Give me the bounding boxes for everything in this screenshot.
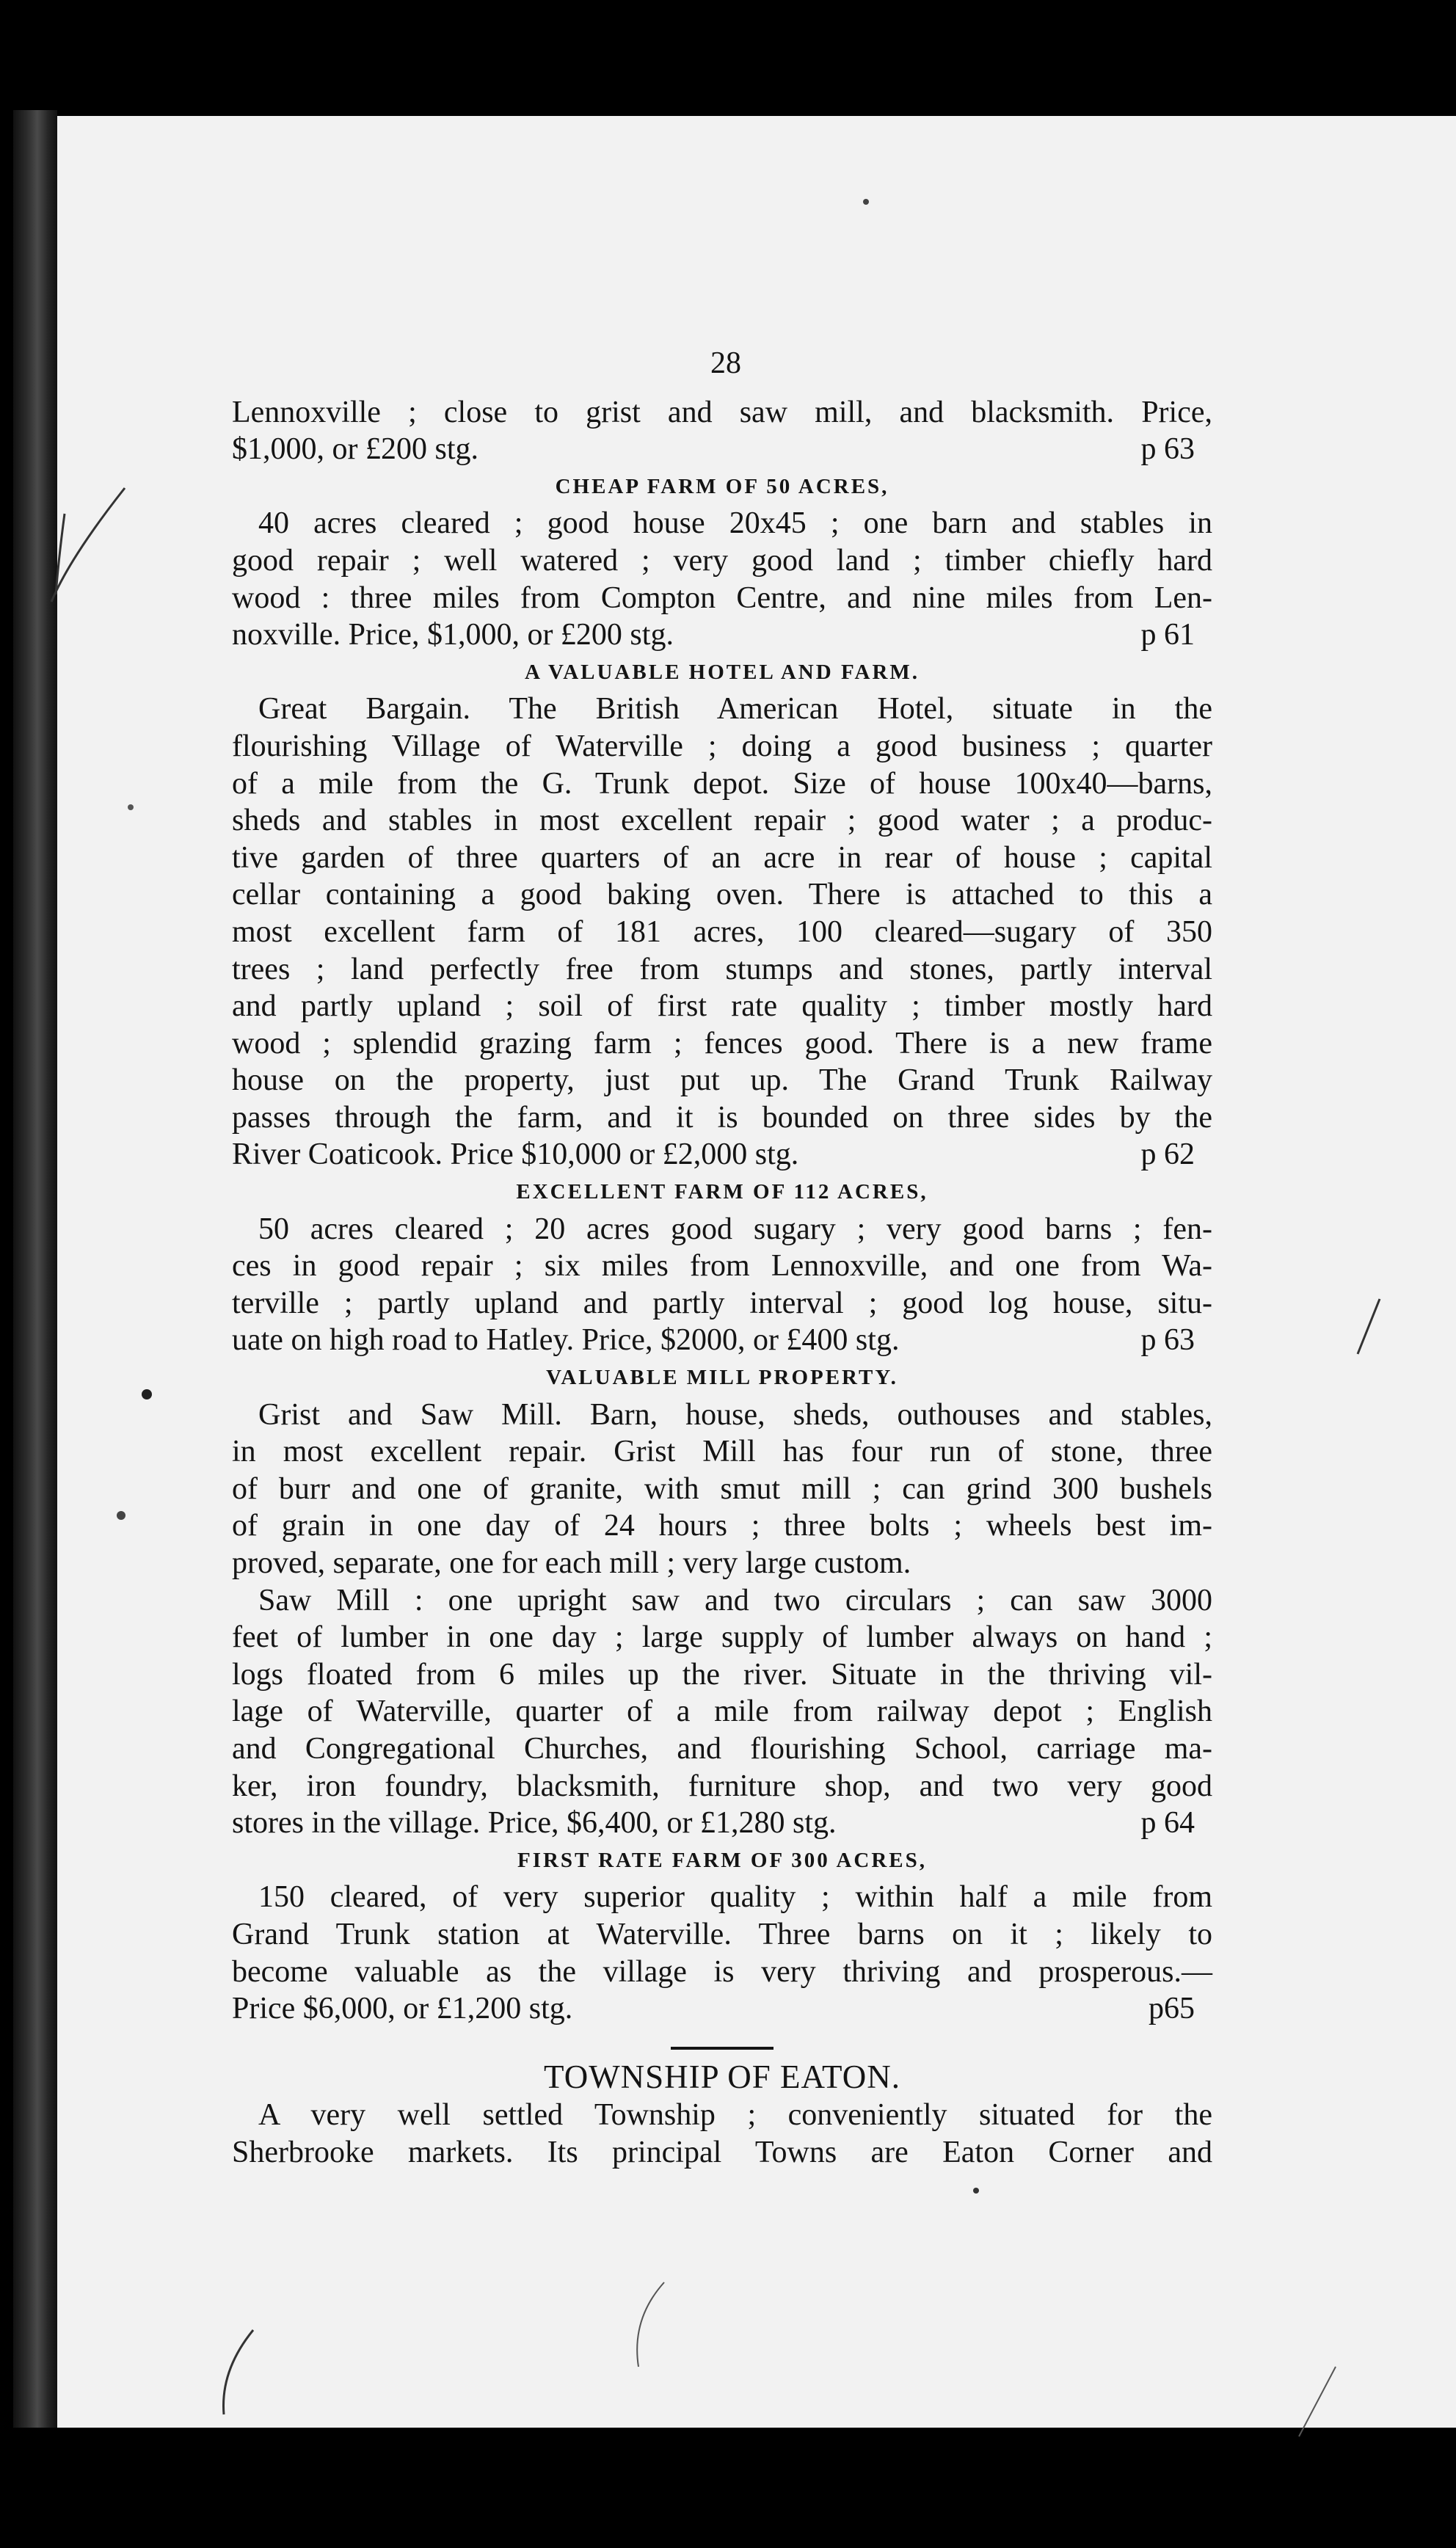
text-line: 40 acres cleared ; good house 20x45 ; one barn and stables in xyxy=(258,506,1212,541)
text-line: house on the property, just put up. The Grand Trunk Railway xyxy=(232,1063,1212,1098)
text-line: wood ; splendid grazing farm ; fences good. There is a new frame xyxy=(232,1026,1212,1060)
text-line-content: noxville. Price, $1,000, or £200 stg. xyxy=(232,618,674,652)
text-line-with-reference xyxy=(232,1805,1212,1842)
text-line: 50 acres cleared ; 20 acres good sugary ; very good barns ; fen- xyxy=(258,1212,1212,1246)
text-line: passes through the farm, and it is bounded on three sides by the xyxy=(232,1100,1212,1135)
text-line-content: River Coaticook. Price $10,000 or £2,000 stg. xyxy=(232,1138,799,1172)
text-line: and partly upland ; soil of first rate quality ; timber mostly hard xyxy=(232,989,1212,1024)
page-reference: p 63 xyxy=(1140,1323,1195,1358)
page-reference: p 62 xyxy=(1140,1138,1195,1172)
page-text xyxy=(232,345,1212,2172)
text-line: sheds and stables in most excellent repair ; good water ; a produc- xyxy=(232,804,1212,838)
text-line: cellar containing a good baking oven. There is attached to this a xyxy=(232,878,1212,912)
text-line: become valuable as the village is very thriving and prosperous.— xyxy=(232,1954,1212,1989)
text-line: in most excellent repair. Grist Mill has four run of stone, three xyxy=(232,1435,1212,1469)
text-line: 150 cleared, of very superior quality ; within half a mile from xyxy=(258,1880,1212,1915)
listing-heading: A VALUABLE HOTEL AND FARM. xyxy=(524,660,920,684)
text-line: and Congregational Churches, and flourishing School, carriage ma- xyxy=(232,1731,1212,1766)
text-line: ces in good repair ; six miles from Lennoxville, and one from Wa- xyxy=(232,1249,1212,1284)
listing-heading: VALUABLE MILL PROPERTY. xyxy=(546,1366,898,1390)
text-line-with-reference xyxy=(232,431,1212,468)
page-reference: p65 xyxy=(1149,1992,1195,2026)
text-line: proved, separate, one for each mill ; very large custom. xyxy=(232,1546,911,1580)
text-line: flourishing Village of Waterville ; doing a good business ; quarter xyxy=(232,729,1212,763)
text-line-with-reference xyxy=(232,1990,1212,2028)
page-reference: p 63 xyxy=(1140,432,1195,467)
text-line-with-reference xyxy=(232,616,1212,654)
text-line: of burr and one of granite, with smut mill ; can grind 300 bushels xyxy=(232,1471,1212,1506)
text-line-content: stores in the village. Price, $6,400, or £1,280 stg. xyxy=(232,1806,837,1841)
text-line: of a mile from the G. Trunk depot. Size of house 100x40—barns, xyxy=(232,766,1212,801)
text-line: logs floated from 6 miles up the river. Situate in the thriving vil- xyxy=(232,1657,1212,1692)
text-line-content: $1,000, or £200 stg. xyxy=(232,432,478,467)
text-line: trees ; land perfectly free from stumps and stones, partly interval xyxy=(232,952,1212,986)
text-line: feet of lumber in one day ; large supply of lumber always on hand ; xyxy=(232,1620,1212,1655)
section-title: TOWNSHIP OF EATON. xyxy=(544,2058,900,2095)
listing-heading: FIRST RATE FARM OF 300 ACRES, xyxy=(517,1848,928,1872)
text-line: Grand Trunk station at Waterville. Three barns on it ; likely to xyxy=(232,1917,1212,1951)
text-line-with-reference xyxy=(232,1136,1212,1173)
text-line: lage of Waterville, quarter of a mile from railway depot ; English xyxy=(232,1695,1212,1729)
text-line-content: uate on high road to Hatley. Price, $2000, or £400 stg. xyxy=(232,1323,900,1358)
page-reference: p 64 xyxy=(1140,1806,1195,1841)
text-line: Grist and Saw Mill. Barn, house, sheds, outhouses and stables, xyxy=(258,1397,1212,1432)
page-number: 28 xyxy=(710,346,741,380)
scan-bottom-edge xyxy=(0,2428,1456,2548)
text-line: wood : three miles from Compton Centre, and nine miles from Len- xyxy=(232,580,1212,615)
text-line: terville ; partly upland and partly interval ; good log house, situ- xyxy=(232,1286,1212,1320)
text-blocks xyxy=(232,394,1212,2172)
text-line: ker, iron foundry, blacksmith, furniture shop, and two very good xyxy=(232,1769,1212,1803)
book-binding xyxy=(13,110,57,2429)
listing-heading: EXCELLENT FARM OF 112 ACRES, xyxy=(516,1180,928,1204)
text-line: tive garden of three quarters of an acre in rear of house ; capital xyxy=(232,840,1212,875)
text-line-content: Price $6,000, or £1,200 stg. xyxy=(232,1992,573,2026)
page-reference: p 61 xyxy=(1140,618,1195,652)
text-line: A very well settled Township ; conveniently situated for the xyxy=(258,2098,1212,2133)
text-line: Lennoxville ; close to grist and saw mill, and blacksmith. Price, xyxy=(232,395,1212,429)
listing-heading: CHEAP FARM OF 50 ACRES, xyxy=(555,474,889,498)
text-line: Great Bargain. The British American Hotel, situate in the xyxy=(258,692,1212,727)
text-line: most excellent farm of 181 acres, 100 cleared—sugary of 350 xyxy=(232,914,1212,949)
text-line: Sherbrooke markets. Its principal Towns are Eaton Corner and xyxy=(232,2135,1212,2169)
text-line-with-reference xyxy=(232,1322,1212,1359)
text-line: Saw Mill : one upright saw and two circulars ; can saw 3000 xyxy=(258,1583,1212,1617)
text-line: good repair ; well watered ; very good land ; timber chiefly hard xyxy=(232,543,1212,578)
text-line: of grain in one day of 24 hours ; three bolts ; wheels best im- xyxy=(232,1509,1212,1543)
section-divider xyxy=(671,2047,774,2050)
